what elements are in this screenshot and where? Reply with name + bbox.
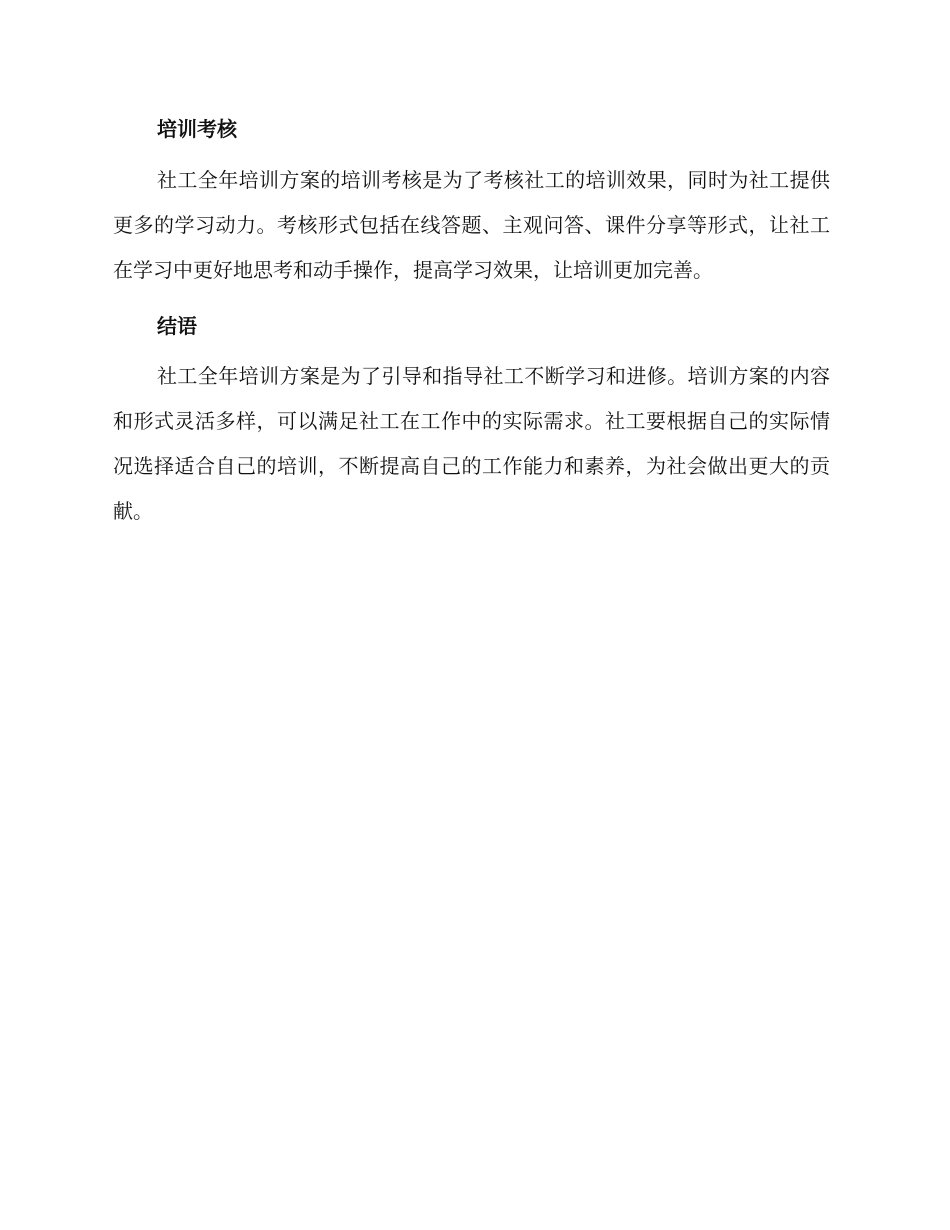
document-body	[113, 109, 830, 534]
section-heading-assessment: 培训考核	[157, 117, 237, 141]
section-heading-conclusion: 结语	[157, 314, 197, 338]
section-paragraph-conclusion: 社工全年培训方案是为了引导和指导社工不断学习和进修。培训方案的内容和形式灵活多样，可以满足社工在工作中的实际需求。社工要根据自己的实际情况选择适合自己的培训，不断提高自己的工作能力和素养，为社会做出更大的贡献。	[113, 364, 830, 523]
section-paragraph-assessment: 社工全年培训方案的培训考核是为了考核社工的培训效果，同时为社工提供更多的学习动力。考核形式包括在线答题、主观问答、课件分享等形式，让社工在学习中更好地思考和动手操作，提高学习效果，让培训更加完善。	[113, 168, 830, 282]
